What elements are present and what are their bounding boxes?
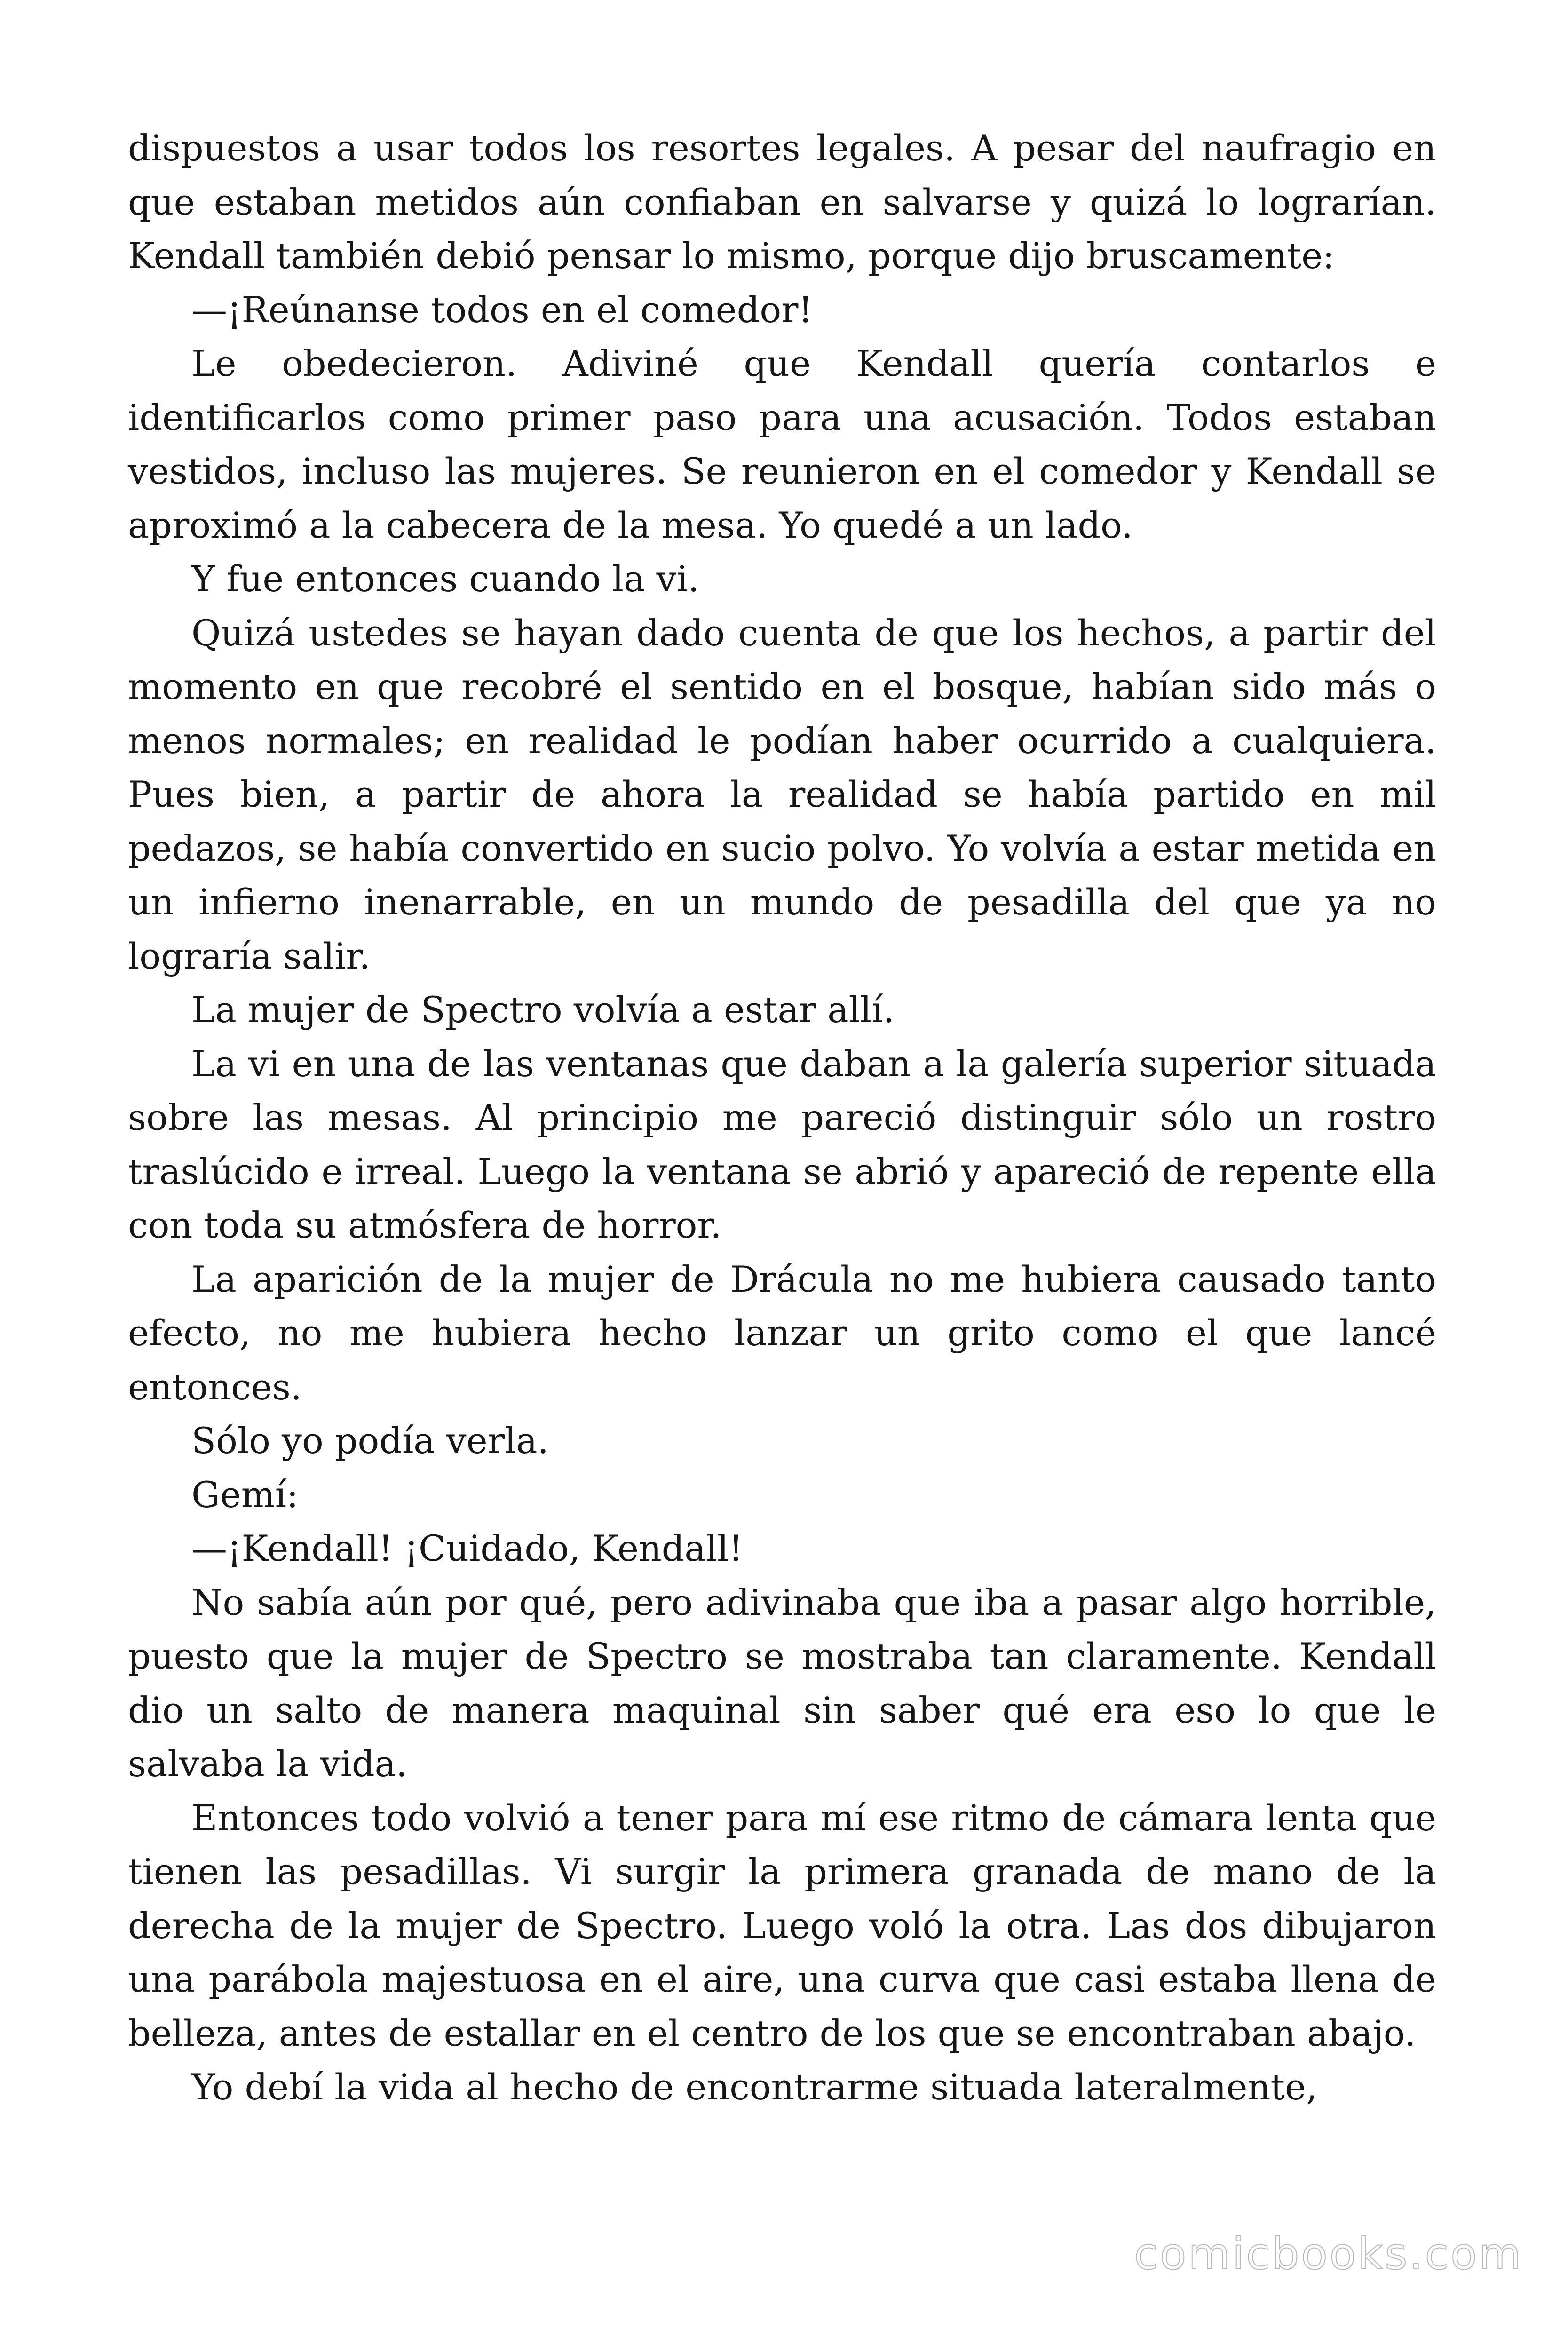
paragraph: Le obedecieron. Adiviné que Kendall quería contarlos e identificarlos como primer paso para una acusación. Todos estaban vestidos, incluso las mujeres. Se reunieron en el comedor y Kendall se aproximó a la cabecera de la mesa. Yo quedé a un lado. <box>128 342 1436 546</box>
paragraph-continuation: dispuestos a usar todos los resortes legales. A pesar del naufragio en que estaban metidos aún confiaban en salvarse y quizá lo lograrían. Kendall también debió pensar lo mismo, porque dijo bruscamente: <box>128 127 1436 277</box>
body-text <box>128 121 1436 2114</box>
paragraph: La mujer de Spectro volvía a estar allí. <box>191 989 895 1031</box>
paragraph: La vi en una de las ventanas que daban a la galería superior situada sobre las mesas. Al principio me pareció distinguir sólo un rostro traslúcido e irreal. Luego la ventana se abrió y apareció de repente ella con toda su atmósfera de horror. <box>128 1042 1436 1246</box>
paragraph: La aparición de la mujer de Drácula no me hubiera causado tanto efecto, no me hubiera hecho lanzar un grito como el que lancé entonces. <box>128 1258 1436 1408</box>
watermark: comicbooks.com <box>1134 2229 1523 2279</box>
paragraph: No sabía aún por qué, pero adivinaba que iba a pasar algo horrible, puesto que la mujer de Spectro se mostraba tan claramente. Kendall dio un salto de manera maquinal sin saber qué era eso lo que le salvaba la vida. <box>128 1581 1436 1785</box>
paragraph: Entonces todo volvió a tener para mí ese ritmo de cámara lenta que tienen las pesadillas. Vi surgir la primera granada de mano de la derecha de la mujer de Spectro. Luego voló la otra. Las dos dibujaron una parábola majestuosa en el aire, una curva que casi estaba llena de belleza, antes de estallar en el centro de los que se encontraban abajo. <box>128 1796 1436 2054</box>
paragraph-dialogue: —¡Reúnanse todos en el comedor! <box>191 288 813 331</box>
paragraph: Y fue entonces cuando la vi. <box>191 558 699 600</box>
paragraph: Quizá ustedes se hayan dado cuenta de que los hechos, a partir del momento en que recobré el sentido en el bosque, habían sido más o menos normales; en realidad le podían haber ocurrido a cualquiera. Pues bien, a partir de ahora la realidad se había partido en mil pedazos, se había convertido en sucio polvo. Yo volvía a estar metida en un infierno inenarrable, en un mundo de pesadilla del que ya no lograría salir. <box>128 612 1436 977</box>
paragraph-dialogue: —¡Kendall! ¡Cuidado, Kendall! <box>191 1527 743 1569</box>
paragraph: Sólo yo podía verla. <box>191 1420 549 1462</box>
paragraph: Gemí: <box>191 1473 299 1516</box>
paragraph: Yo debí la vida al hecho de encontrarme situada lateralmente, <box>191 2066 1318 2108</box>
